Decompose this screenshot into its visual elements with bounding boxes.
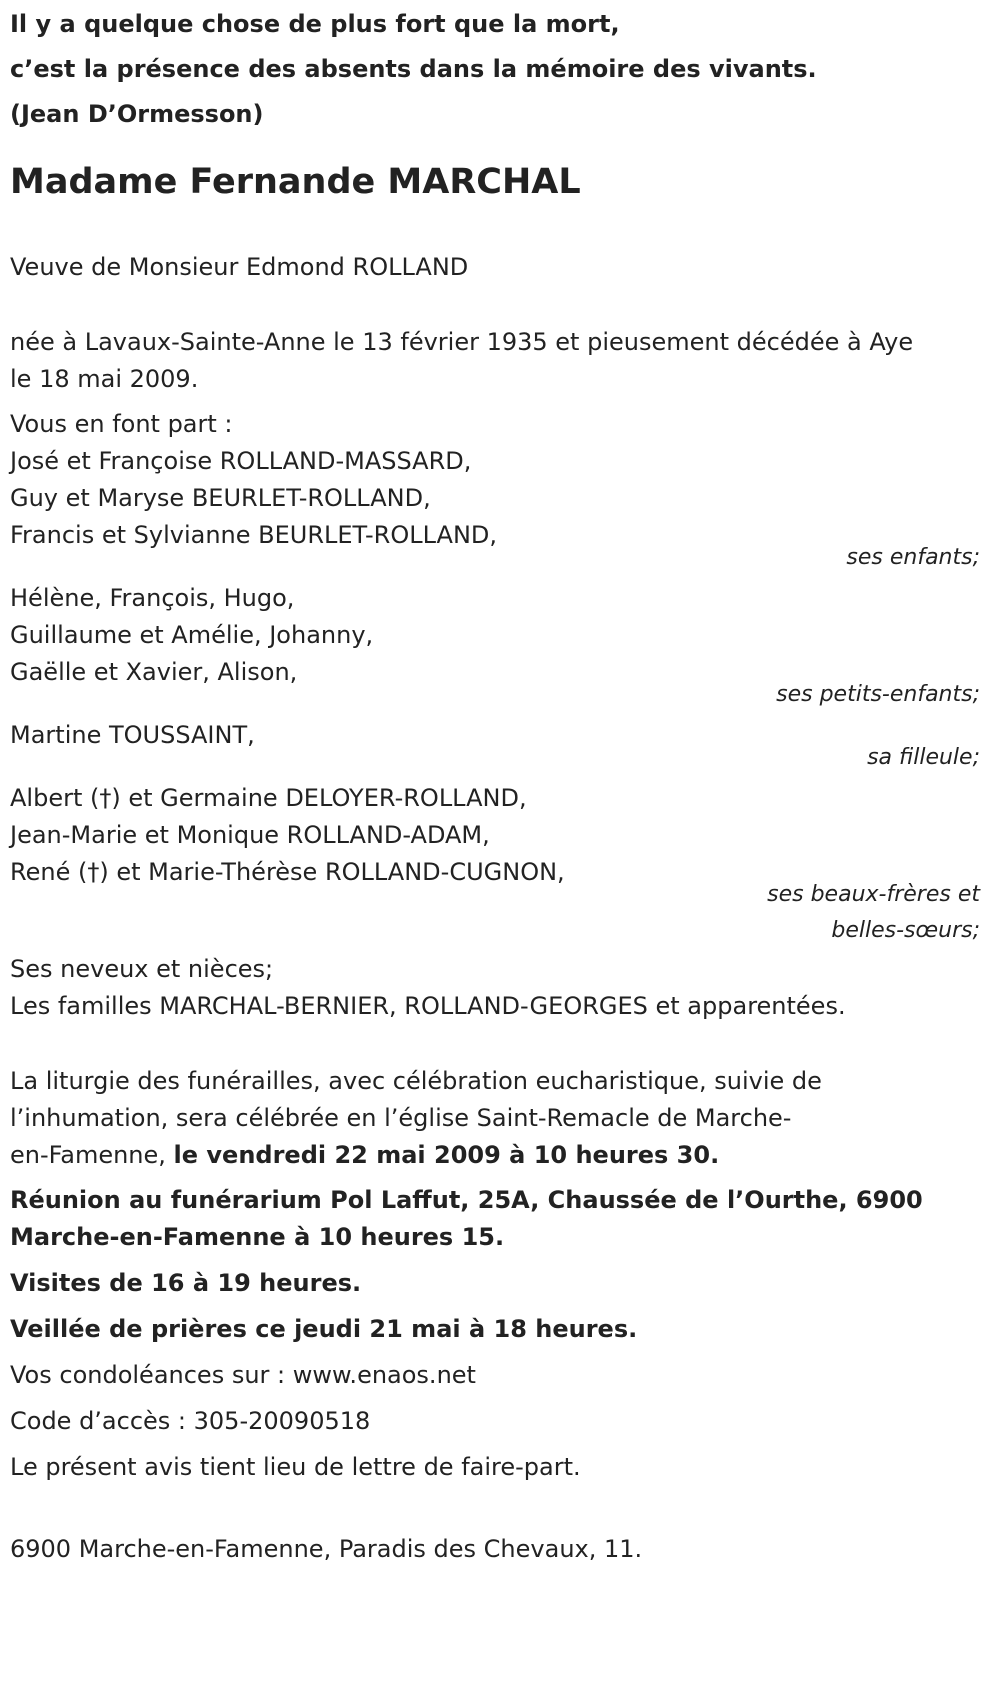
family-name: Jean-Marie et Monique ROLLAND-ADAM, — [10, 821, 490, 849]
access-code-line: Code d’accès : 305-20090518 — [10, 1407, 371, 1435]
family-name: Gaëlle et Xavier, Alison, — [10, 658, 298, 686]
family-name: René (†) et Marie-Thérèse ROLLAND-CUGNON, — [10, 858, 565, 886]
birth-death-info — [10, 324, 990, 398]
grandchildren-section — [10, 580, 990, 713]
family-name: Martine TOUSSAINT, — [10, 721, 255, 749]
liturgy-block — [10, 1063, 990, 1174]
condolences-line: Vos condoléances sur : www.enaos.net — [10, 1361, 476, 1389]
address-line: 6900 Marche-en-Famenne, Paradis des Chevaux, 11. — [10, 1535, 643, 1563]
funeral-date: le vendredi 22 mai 2009 à 10 heures 30. — [173, 1141, 720, 1169]
quote-line: Il y a quelque chose de plus fort que la mort, — [10, 10, 620, 38]
liturgy-line: La liturgie des funérailles, avec célébration eucharistique, suivie de — [10, 1067, 822, 1095]
family-name: Albert (†) et Germaine DELOYER-ROLLAND, — [10, 784, 527, 812]
widow-line: Veuve de Monsieur Edmond ROLLAND — [10, 253, 469, 281]
reunion-line: Réunion au funérarium Pol Laffut, 25A, Chaussée de l’Ourthe, 6900 — [10, 1186, 923, 1214]
children-section — [10, 443, 990, 576]
relation-label: ses beaux-frères et — [767, 882, 980, 907]
relation-label: ses petits-enfants; — [776, 682, 980, 707]
notice-line: Le présent avis tient lieu de lettre de faire-part. — [10, 1453, 581, 1481]
quote-line: c’est la présence des absents dans la mémoire des vivants. — [10, 55, 817, 83]
obituary-notice — [10, 0, 990, 1568]
inlaws-section — [10, 780, 990, 949]
visits-line: Visites de 16 à 19 heures. — [10, 1269, 362, 1297]
intro-line: Vous en font part : — [10, 410, 233, 438]
family-name: Guy et Maryse BEURLET-ROLLAND, — [10, 484, 431, 512]
family-name: Francis et Sylvianne BEURLET-ROLLAND, — [10, 521, 498, 549]
family-name: Hélène, François, Hugo, — [10, 584, 295, 612]
deceased-name: Madame Fernande MARCHAL — [10, 162, 581, 202]
family-name: José et Françoise ROLLAND-MASSARD, — [10, 447, 472, 475]
birth-line: née à Lavaux-Sainte-Anne le 13 février 1935 et pieusement décédée à Aye — [10, 328, 914, 356]
relation-label: sa filleule; — [867, 745, 980, 770]
families-line: Les familles MARCHAL-BERNIER, ROLLAND-GEORGES et apparentées. — [10, 992, 846, 1020]
goddaughter-section — [10, 717, 990, 776]
family-name: Guillaume et Amélie, Johanny, — [10, 621, 374, 649]
liturgy-line: l’inhumation, sera célébrée en l’église Saint-Remacle de Marche- — [10, 1104, 792, 1132]
relation-label: belles-sœurs; — [831, 918, 980, 943]
quote-author: (Jean D’Ormesson) — [10, 100, 264, 128]
quote-block — [10, 2, 990, 137]
liturgy-text: en-Famenne, — [10, 1141, 174, 1169]
liturgy-line — [10, 1137, 990, 1174]
reunion-line: Marche-en-Famenne à 10 heures 15. — [10, 1223, 505, 1251]
vigil-line: Veillée de prières ce jeudi 21 mai à 18 heures. — [10, 1315, 638, 1343]
reunion-block — [10, 1182, 990, 1256]
relation-label: ses enfants; — [846, 545, 980, 570]
nephews-line: Ses neveux et nièces; — [10, 955, 274, 983]
death-line: le 18 mai 2009. — [10, 365, 199, 393]
